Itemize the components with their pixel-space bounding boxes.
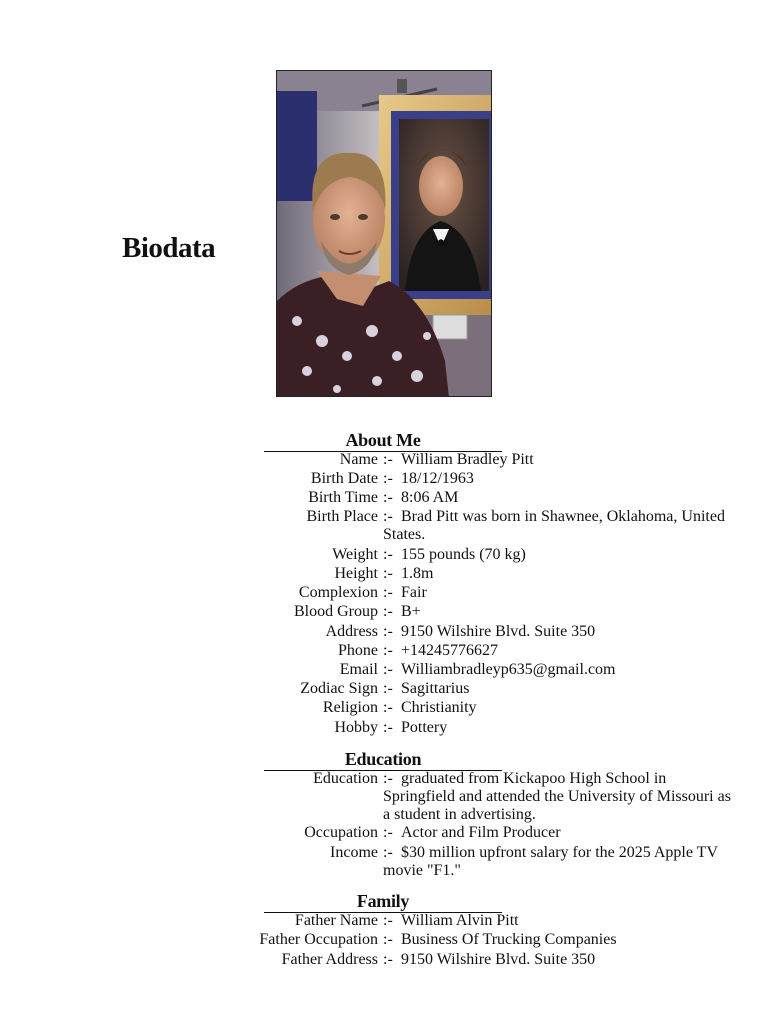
portrait-photo-icon xyxy=(277,71,492,397)
info-value: B+ xyxy=(401,603,421,620)
info-value: Business Of Trucking Companies xyxy=(401,931,617,948)
info-label: Email xyxy=(339,661,378,678)
info-value: William Bradley Pitt xyxy=(401,451,534,468)
info-value: graduated from Kickapoo High School in Springfield and attended the University of Missouri as a student in advertising. xyxy=(383,770,731,823)
info-value: Actor and Film Producer xyxy=(401,824,561,841)
info-separator: :- xyxy=(383,565,393,582)
info-label: Occupation xyxy=(304,824,378,841)
info-value: 9150 Wilshire Blvd. Suite 350 xyxy=(401,623,596,640)
info-value: Brad Pitt was born in Shawnee, Oklahoma, United States. xyxy=(383,508,725,543)
section-heading-about: About Me xyxy=(264,429,502,452)
info-separator: :- xyxy=(383,680,393,697)
info-value: +14245776627 xyxy=(401,642,499,659)
info-value: Williambradleyp635@gmail.com xyxy=(401,661,616,678)
info-label: Religion xyxy=(322,699,378,716)
info-value: Fair xyxy=(401,584,427,601)
info-value: 18/12/1963 xyxy=(401,470,474,487)
info-value: 9150 Wilshire Blvd. Suite 350 xyxy=(401,951,596,968)
info-value: Pottery xyxy=(401,719,448,736)
info-label: Father Name xyxy=(294,912,378,929)
info-separator: :- xyxy=(383,470,393,487)
info-value: Christianity xyxy=(401,699,477,716)
info-separator: :- xyxy=(383,824,393,841)
profile-photo xyxy=(276,70,492,397)
info-label: Birth Date xyxy=(310,470,378,487)
info-separator: :- xyxy=(383,451,393,468)
info-label: Father Occupation xyxy=(259,931,378,948)
info-value: 8:06 AM xyxy=(401,489,459,506)
info-separator: :- xyxy=(383,546,393,563)
info-separator: :- xyxy=(383,719,393,736)
info-value: 1.8m xyxy=(401,565,434,582)
info-value: $30 million upfront salary for the 2025 Apple TV movie "F1." xyxy=(383,844,718,879)
section-heading-education: Education xyxy=(264,748,502,771)
info-label: Blood Group xyxy=(294,603,378,620)
info-label: Complexion xyxy=(298,584,378,601)
info-label: Hobby xyxy=(334,719,378,736)
info-value: 155 pounds (70 kg) xyxy=(401,546,526,563)
info-label: Education xyxy=(313,770,378,787)
info-label: Phone xyxy=(338,642,378,659)
info-separator: :- xyxy=(383,661,393,678)
info-separator: :- xyxy=(383,951,393,968)
info-label: Birth Place xyxy=(306,508,378,525)
info-value: Sagittarius xyxy=(401,680,470,697)
info-separator: :- xyxy=(383,489,393,506)
info-separator: :- xyxy=(383,844,393,861)
info-label: Father Address xyxy=(281,951,378,968)
info-label: Birth Time xyxy=(308,489,378,506)
info-label: Zodiac Sign xyxy=(300,680,378,697)
info-label: Name xyxy=(339,451,378,468)
info-separator: :- xyxy=(383,770,393,787)
info-separator: :- xyxy=(383,642,393,659)
info-label: Income xyxy=(330,844,378,861)
info-separator: :- xyxy=(383,508,393,525)
info-separator: :- xyxy=(383,912,393,929)
info-label: Weight xyxy=(332,546,378,563)
info-label: Height xyxy=(334,565,378,582)
info-separator: :- xyxy=(383,623,393,640)
section-heading-family: Family xyxy=(264,890,502,913)
info-value: William Alvin Pitt xyxy=(401,912,519,929)
page-title: Biodata xyxy=(122,232,216,264)
info-separator: :- xyxy=(383,699,393,716)
info-label: Address xyxy=(325,623,378,640)
info-separator: :- xyxy=(383,931,393,948)
info-separator: :- xyxy=(383,603,393,620)
info-separator: :- xyxy=(383,584,393,601)
